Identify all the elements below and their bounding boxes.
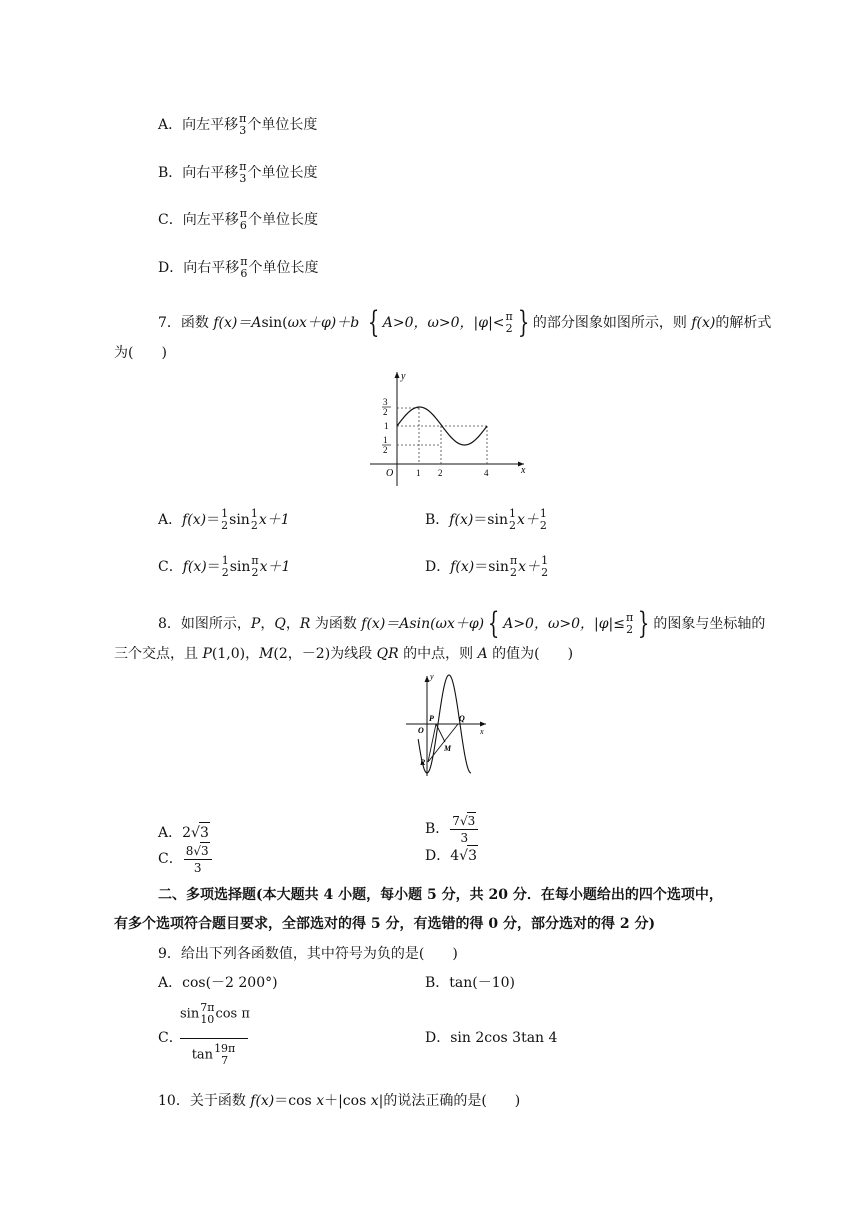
q8-option-b: B． $\frac{7√3}{3}$ [425, 812, 479, 846]
q9-option-c-label: C． [158, 1030, 183, 1046]
q8-y-label: y [430, 672, 434, 681]
q8-origin: O [418, 726, 424, 735]
q10-stem: 10．关于函数 f(x)＝cos x＋|cos x|的说法正确的是( ) [158, 1093, 521, 1109]
q8-option-d: D．4√3 [425, 845, 478, 866]
q7-xtick-2: 2 [438, 468, 443, 478]
q8-segment-PM [436, 724, 445, 742]
q7-option-d: D．f(x)＝sin π 2 x＋ 1 2 [425, 554, 549, 579]
q7-option-c: C．f(x)＝ 1 2 sin π 2 x＋1 [158, 554, 291, 579]
q7-stem-line1: 7．函数 f(x)＝Asin(ωx＋φ)＋b { A>0，ω>0，|φ|< π 2 } 的部分图象如图所示，则 f(x)的解析式 [158, 305, 772, 340]
q8-stem-line2: 三个交点，且 P(1,0)，M(2，－2)为线段 QR 的中点，则 A 的值为( ) [114, 646, 574, 662]
q7-graph [360, 366, 530, 490]
q7-ytick-half-num: 1 [383, 435, 388, 445]
q7-ytick-3half-num: 3 [383, 397, 388, 407]
q8-option-c: C． $\frac{8√3}{3}$ [158, 842, 213, 876]
q8-segment-RQ [428, 724, 458, 762]
q9-option-c-fraction: sin 7π 10 cos π tan 19π 7 [180, 1001, 250, 1067]
q7-option-b: B．f(x)＝sin 1 2 x＋ 1 2 [425, 507, 547, 532]
q7-origin: O [386, 468, 394, 479]
q7-y-label: y [401, 371, 406, 382]
q9-option-a: A．cos(－2 200°) [158, 975, 278, 991]
section2-heading-line1: 二、多项选择题(本大题共 4 小题，每小题 5 分，共 20 分．在每小题给出的四个选项中， [158, 887, 723, 903]
q7-stem-line2: 为( ) [114, 345, 167, 361]
q8-stem-line1: 8．如图所示，P，Q，R 为函数 f(x)＝Asin(ωx＋φ) { A>0，ω>0，|φ|≤ π 2 } 的图象与坐标轴的 [158, 606, 766, 641]
q7-option-a: A．f(x)＝ 1 2 sin 1 2 x＋1 [158, 507, 290, 532]
q8-option-a: A．2√3 [158, 822, 210, 843]
q8-point-R: R [420, 758, 426, 767]
q6-option-d: D．向右平移 π 6 个单位长度 [158, 255, 319, 280]
q8-graph [400, 670, 490, 780]
q7-x-label: x [521, 465, 526, 476]
q6-option-c: C．向左平移 π 6 个单位长度 [158, 207, 318, 232]
q7-xtick-1: 1 [416, 468, 421, 478]
q8-point-M: M [444, 744, 452, 753]
q7-ytick-half-den: 2 [383, 445, 388, 455]
q8-point-P: P [429, 714, 434, 723]
q6-option-a: A．向左平移 π 3 个单位长度 [158, 112, 318, 137]
q9-stem: 9．给出下列各函数值，其中符号为负的是( ) [158, 946, 458, 962]
q8-x-label: x [480, 727, 484, 736]
q9-option-d: D．sin 2cos 3tan 4 [425, 1030, 558, 1046]
q6-option-b: B．向右平移 π 3 个单位长度 [158, 160, 318, 185]
q9-option-b: B．tan(－10) [425, 975, 516, 991]
q8-point-Q: Q [459, 714, 465, 723]
section2-heading-line2: 有多个选项符合题目要求，全部选对的得 5 分，有选错的得 0 分，部分选对的得 2 分) [114, 916, 656, 932]
q7-ytick-1: 1 [384, 421, 389, 431]
q7-ytick-3half-den: 2 [383, 407, 388, 417]
q7-xtick-4: 4 [484, 468, 489, 478]
